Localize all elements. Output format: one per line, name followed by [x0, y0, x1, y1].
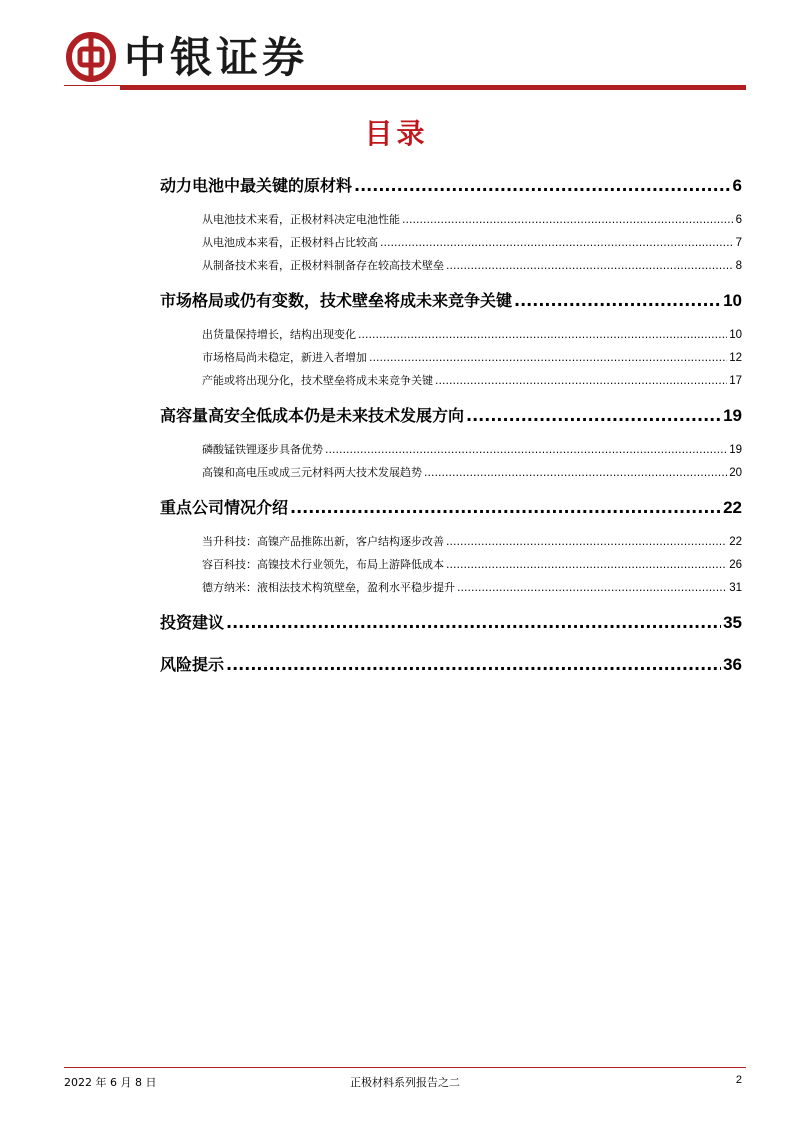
toc-section-entry-title: 风险提示	[160, 655, 225, 674]
header-divider-thick	[120, 85, 746, 90]
footer-divider	[64, 1067, 746, 1068]
toc-subsection-list	[160, 530, 742, 599]
toc-subsection-entry-title: 磷酸锰铁锂逐步具备优势	[202, 443, 323, 456]
toc-subsection-list	[160, 208, 742, 277]
toc-subsection-entry-title: 高镍和高电压或成三元材料两大技术发展趋势	[202, 466, 422, 479]
toc-subsection-entry[interactable]	[160, 254, 742, 277]
section-spacer	[160, 678, 742, 693]
toc-subsection-entry-page-number: 6	[735, 214, 742, 226]
toc-subsection-entry-title: 容百科技：高镍技术行业领先，布局上游降低成本	[202, 558, 444, 571]
toc-subsection-entry-page-number: 8	[735, 260, 742, 272]
toc-subsection-entry[interactable]	[160, 323, 742, 346]
dot-leader	[435, 369, 727, 392]
section-spacer	[160, 636, 742, 651]
toc-section-entry-title: 动力电池中最关键的原材料	[160, 176, 353, 195]
dot-leader	[354, 172, 731, 199]
dot-leader	[369, 346, 727, 369]
toc-section-entry[interactable]	[160, 609, 742, 636]
toc-section	[160, 172, 742, 277]
toc-section-entry-title: 市场格局或仍有变数，技术壁垒将成未来竞争关键	[160, 291, 513, 310]
dot-leader	[514, 287, 721, 314]
toc-subsection-entry-page-number: 20	[729, 467, 742, 479]
footer-page-number: 2	[735, 1074, 742, 1086]
toc-subsection-entry-page-number: 7	[735, 237, 742, 249]
toc-title: 目录	[364, 117, 429, 150]
dot-leader	[446, 530, 727, 553]
toc-subsection-entry-title: 从电池成本来看，正极材料占比较高	[202, 236, 378, 249]
dot-leader	[457, 576, 727, 599]
dot-leader	[402, 208, 734, 231]
toc-subsection-entry-page-number: 19	[729, 444, 742, 456]
toc-subsection-entry-title: 从制备技术来看，正极材料制备存在较高技术壁垒	[202, 259, 444, 272]
dot-leader	[358, 323, 727, 346]
toc-section-entry[interactable]	[160, 651, 742, 678]
toc-section-entry[interactable]	[160, 494, 742, 521]
toc-subsection-entry-title: 市场格局尚未稳定，新进入者增加	[202, 351, 367, 364]
toc-subsection-list	[160, 323, 742, 392]
toc-section-entry-title: 高容量高安全低成本仍是未来技术发展方向	[160, 406, 465, 425]
footer-report-series: 正极材料系列报告之二	[350, 1076, 460, 1089]
toc-section-entry-title: 重点公司情况介绍	[160, 498, 289, 517]
toc-section	[160, 651, 742, 693]
toc-subsection-entry-title: 从电池技术来看，正极材料决定电池性能	[202, 213, 400, 226]
toc-subsection-entry-page-number: 31	[729, 582, 742, 594]
toc-section-entry-page-number: 10	[723, 291, 742, 310]
toc-subsection-entry-page-number: 17	[729, 375, 742, 387]
toc-section-entry[interactable]	[160, 287, 742, 314]
toc-section-entry-page-number: 36	[723, 655, 742, 674]
table-of-contents	[160, 172, 742, 693]
toc-subsection-entry[interactable]	[160, 461, 742, 484]
toc-subsection-entry-title: 德方纳米：液相法技术构筑壁垒，盈利水平稳步提升	[202, 581, 455, 594]
toc-section-entry[interactable]	[160, 172, 742, 199]
toc-subsection-entry-page-number: 26	[729, 559, 742, 571]
toc-subsection-entry-title: 当升科技：高镍产品推陈出新，客户结构逐步改善	[202, 535, 444, 548]
toc-subsection-entry[interactable]	[160, 553, 742, 576]
dot-leader	[226, 609, 721, 636]
dot-leader	[466, 402, 721, 429]
dot-leader	[226, 651, 721, 678]
toc-section-entry-title: 投资建议	[160, 613, 225, 632]
dot-leader	[424, 461, 727, 484]
toc-section-entry-page-number: 19	[723, 406, 742, 425]
toc-subsection-entry-page-number: 12	[729, 352, 742, 364]
toc-subsection-entry-page-number: 10	[729, 329, 742, 341]
toc-section	[160, 609, 742, 651]
dot-leader	[290, 494, 721, 521]
dot-leader	[380, 231, 734, 254]
toc-subsection-entry-page-number: 22	[729, 536, 742, 548]
toc-subsection-entry[interactable]	[160, 346, 742, 369]
dot-leader	[446, 254, 734, 277]
toc-section	[160, 402, 742, 484]
toc-subsection-entry[interactable]	[160, 369, 742, 392]
toc-subsection-entry[interactable]	[160, 576, 742, 599]
dot-leader	[446, 553, 727, 576]
toc-section-entry-page-number: 22	[723, 498, 742, 517]
toc-section	[160, 494, 742, 599]
dot-leader	[325, 438, 727, 461]
toc-subsection-entry-title: 产能或将出现分化，技术壁垒将成未来竞争关键	[202, 374, 433, 387]
toc-subsection-entry[interactable]	[160, 530, 742, 553]
toc-section-entry-page-number: 35	[723, 613, 742, 632]
bank-of-china-logo-icon	[66, 32, 116, 82]
toc-section-entry-page-number: 6	[732, 176, 742, 195]
brand-name: 中银证券	[124, 33, 309, 82]
toc-subsection-list	[160, 438, 742, 484]
toc-subsection-entry[interactable]	[160, 231, 742, 254]
toc-section-entry[interactable]	[160, 402, 742, 429]
toc-subsection-entry-title: 出货量保持增长，结构出现变化	[202, 328, 356, 341]
toc-subsection-entry[interactable]	[160, 208, 742, 231]
page-header	[64, 30, 746, 92]
footer-date: 2022 年 6 月 8 日	[64, 1076, 157, 1089]
toc-section	[160, 287, 742, 392]
toc-subsection-entry[interactable]	[160, 438, 742, 461]
